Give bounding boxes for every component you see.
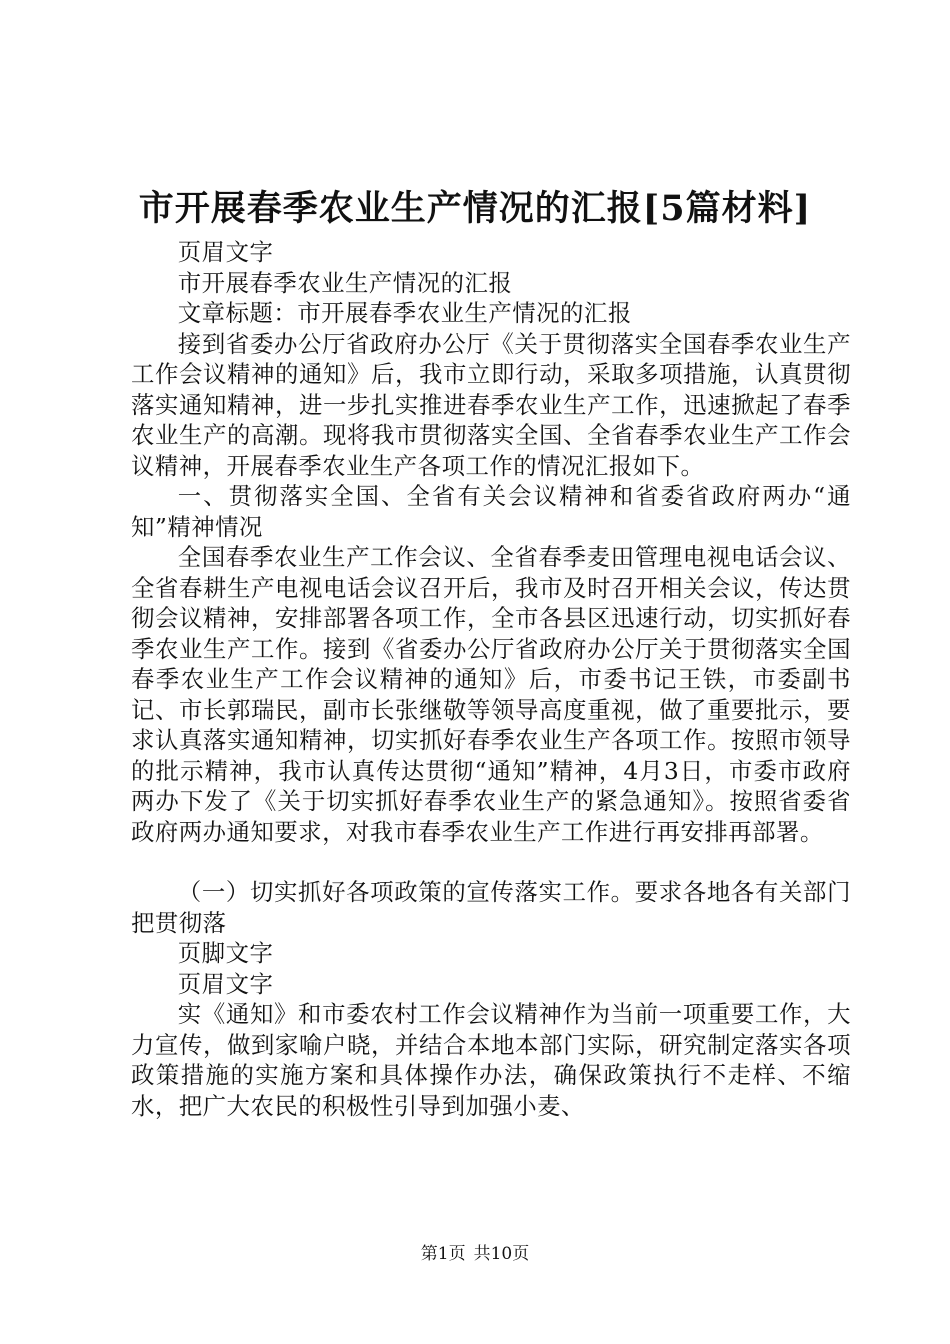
subtitle-line: 市开展春季农业生产情况的汇报 <box>177 268 513 297</box>
body-paragraph: （一）切实抓好各项政策的宣传落实工作。要求各地各有关部门把贯彻落 <box>131 878 851 937</box>
body-paragraph: 实《通知》和市委农村工作会议精神作为当前一项重要工作，大力宣传，做到家喻户晓，并结合本地本部门实际，研究制定落实各项政策措施的实施方案和具体操作办法，确保政策执行不走样、不缩水，把广大农民的积极性引导到加强小麦、 <box>131 1000 851 1120</box>
document-body <box>131 237 851 1121</box>
article-title-line: 文章标题：市开展春季农业生产情况的汇报 <box>177 299 632 327</box>
page-number: 第1页 <box>420 1244 466 1264</box>
section-heading: 一、贯彻落实全国、全省有关会议精神和省委省政府两办“通知”精神情况 <box>131 482 851 541</box>
header-text-line: 页眉文字 <box>177 969 274 998</box>
page-total: 共10页 <box>473 1244 530 1264</box>
document-title: 市开展春季农业生产情况的汇报[5篇材料] <box>138 188 812 229</box>
page-footer <box>0 1242 950 1266</box>
body-paragraph: 全国春季农业生产工作会议、全省春季麦田管理电视电话会议、全省春耕生产电视电话会议召开后，我市及时召开相关会议，传达贯彻会议精神，安排部署各项工作，全市各县区迅速行动，切实抓好春季农业生产工作。接到《省委办公厅省政府办公厅关于贯彻落实全国春季农业生产工作会议精神的通知》后，市委书记王铁，市委副书记、市长郭瑞民，副市长张继敬等领导高度重视，做了重要批示，要求认真落实通知精神，切实抓好春季农业生产各项工作。按照市领导的批示精神，我市认真传达贯彻“通知”精神，4月3日，市委市政府两办下发了《关于切实抓好春季农业生产的紧急通知》。按照省委省政府两办通知要求，对我市春季农业生产工作进行再安排再部署。 <box>131 543 851 846</box>
body-paragraph: 接到省委办公厅省政府办公厅《关于贯彻落实全国春季农业生产工作会议精神的通知》后，我市立即行动，采取多项措施，认真贯彻落实通知精神，进一步扎实推进春季农业生产工作，迅速掀起了春季农业生产的高潮。现将我市贯彻落实全国、全省春季农业生产工作会议精神，开展春季农业生产各项工作的情况汇报如下。 <box>131 329 851 480</box>
header-text-line: 页眉文字 <box>177 238 274 266</box>
footer-text-line: 页脚文字 <box>177 939 274 967</box>
